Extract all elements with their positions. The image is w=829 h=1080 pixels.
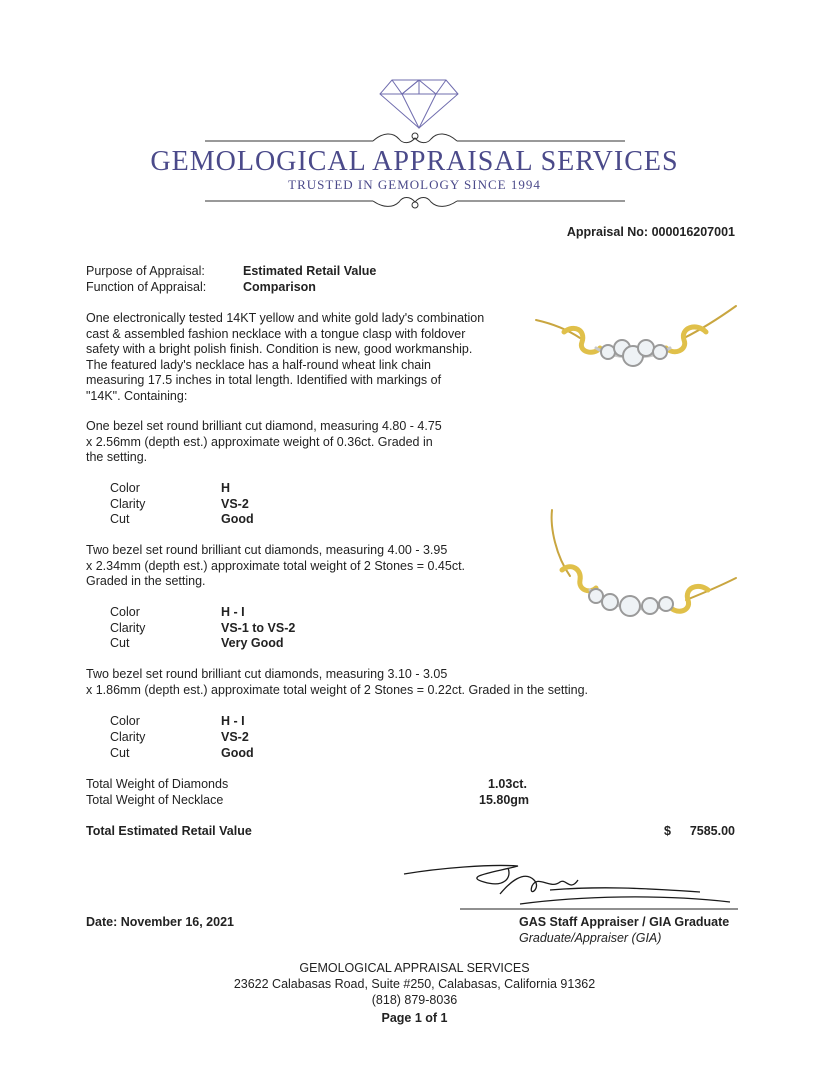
total-diamonds-label: Total Weight of Diamonds (86, 777, 229, 791)
total-retail-value: 7585.00 (689, 824, 735, 838)
clarity-label: Clarity (110, 730, 146, 744)
stone-group-3-description (86, 667, 588, 698)
footer-company: GEMOLOGICAL APPRAISAL SERVICES (299, 961, 530, 975)
clarity-value: VS-2 (221, 497, 249, 511)
total-necklace-label: Total Weight of Necklace (86, 793, 224, 807)
stone-line: Graded in the setting. (86, 574, 206, 588)
total-diamonds-value: 1.03ct. (488, 777, 527, 791)
color-label: Color (110, 481, 140, 495)
necklace-photo-2 (546, 508, 738, 632)
total-necklace-value: 15.80gm (479, 793, 530, 807)
clarity-label: Clarity (110, 621, 146, 635)
color-value: H (221, 481, 231, 495)
function-value: Comparison (243, 280, 316, 294)
currency-symbol: $ (664, 824, 671, 838)
stone-line: x 2.34mm (depth est.) approximate total weight of 2 Stones = 0.45ct. (86, 558, 466, 573)
stone-line: x 1.86mm (depth est.) approximate total weight of 2 Stones = 0.22ct. Graded in the setting. (86, 682, 589, 697)
color-value: H - I (221, 714, 245, 728)
appraisal-date: Date: November 16, 2021 (86, 915, 234, 929)
cut-label: Cut (110, 512, 130, 526)
color-label: Color (110, 714, 140, 728)
purpose-label: Purpose of Appraisal: (86, 264, 205, 278)
description-line: cast & assembled fashion necklace with a tongue clasp with foldover (86, 326, 466, 341)
description-line: One electronically tested 14KT yellow and white gold lady's combination (86, 311, 485, 325)
cut-value: Very Good (221, 636, 284, 650)
cut-value: Good (221, 512, 254, 526)
clarity-value: VS-2 (221, 730, 249, 744)
page-number: Page 1 of 1 (381, 1011, 448, 1025)
stone-line: One bezel set round brilliant cut diamond, measuring 4.80 - 4.75 (86, 419, 442, 433)
appraiser-title: GAS Staff Appraiser / GIA Graduate (519, 915, 730, 929)
description-line: measuring 17.5 inches in total length. Identified with markings of (86, 373, 442, 387)
function-label: Function of Appraisal: (86, 280, 207, 294)
bottom-ornament-divider (205, 192, 625, 210)
appraisal-number: Appraisal No: 000016207001 (566, 225, 735, 239)
description-line: safety with a bright polish finish. Condition is new, good workmanship. (86, 342, 473, 356)
color-value: H - I (221, 605, 245, 619)
clarity-value: VS-1 to VS-2 (221, 621, 296, 635)
cut-value: Good (221, 746, 254, 760)
company-logo-title: GEMOLOGICAL APPRAISAL SERVICES (150, 146, 679, 177)
total-retail-label: Total Estimated Retail Value (86, 824, 252, 838)
stone-group-2-description (86, 543, 465, 590)
description-paragraph (86, 311, 484, 404)
purpose-value: Estimated Retail Value (243, 264, 377, 278)
stone-line: Two bezel set round brilliant cut diamonds, measuring 3.10 - 3.05 (86, 667, 448, 681)
cut-label: Cut (110, 636, 130, 650)
description-line: The featured lady's necklace has a half-round wheat link chain (86, 357, 431, 372)
color-label: Color (110, 605, 140, 619)
cut-label: Cut (110, 746, 130, 760)
company-tagline: TRUSTED IN GEMOLOGY SINCE 1994 (288, 177, 541, 192)
stone-group-1-description (86, 419, 442, 466)
footer-phone: (818) 879-8036 (371, 993, 458, 1007)
clarity-label: Clarity (110, 497, 146, 511)
appraiser-signature (400, 852, 740, 914)
footer-address: 23622 Calabasas Road, Suite #250, Calabasas, California 91362 (233, 977, 596, 991)
appraiser-subtitle: Graduate/Appraiser (GIA) (519, 931, 662, 945)
stone-line: x 2.56mm (depth est.) approximate weight of 0.36ct. Graded in (86, 434, 433, 449)
stone-line: the setting. (86, 450, 148, 464)
diamond-logo-icon (378, 78, 460, 130)
description-line: "14K". Containing: (86, 388, 188, 403)
necklace-photo-1 (534, 300, 738, 380)
stone-line: Two bezel set round brilliant cut diamonds, measuring 4.00 - 3.95 (86, 543, 448, 557)
